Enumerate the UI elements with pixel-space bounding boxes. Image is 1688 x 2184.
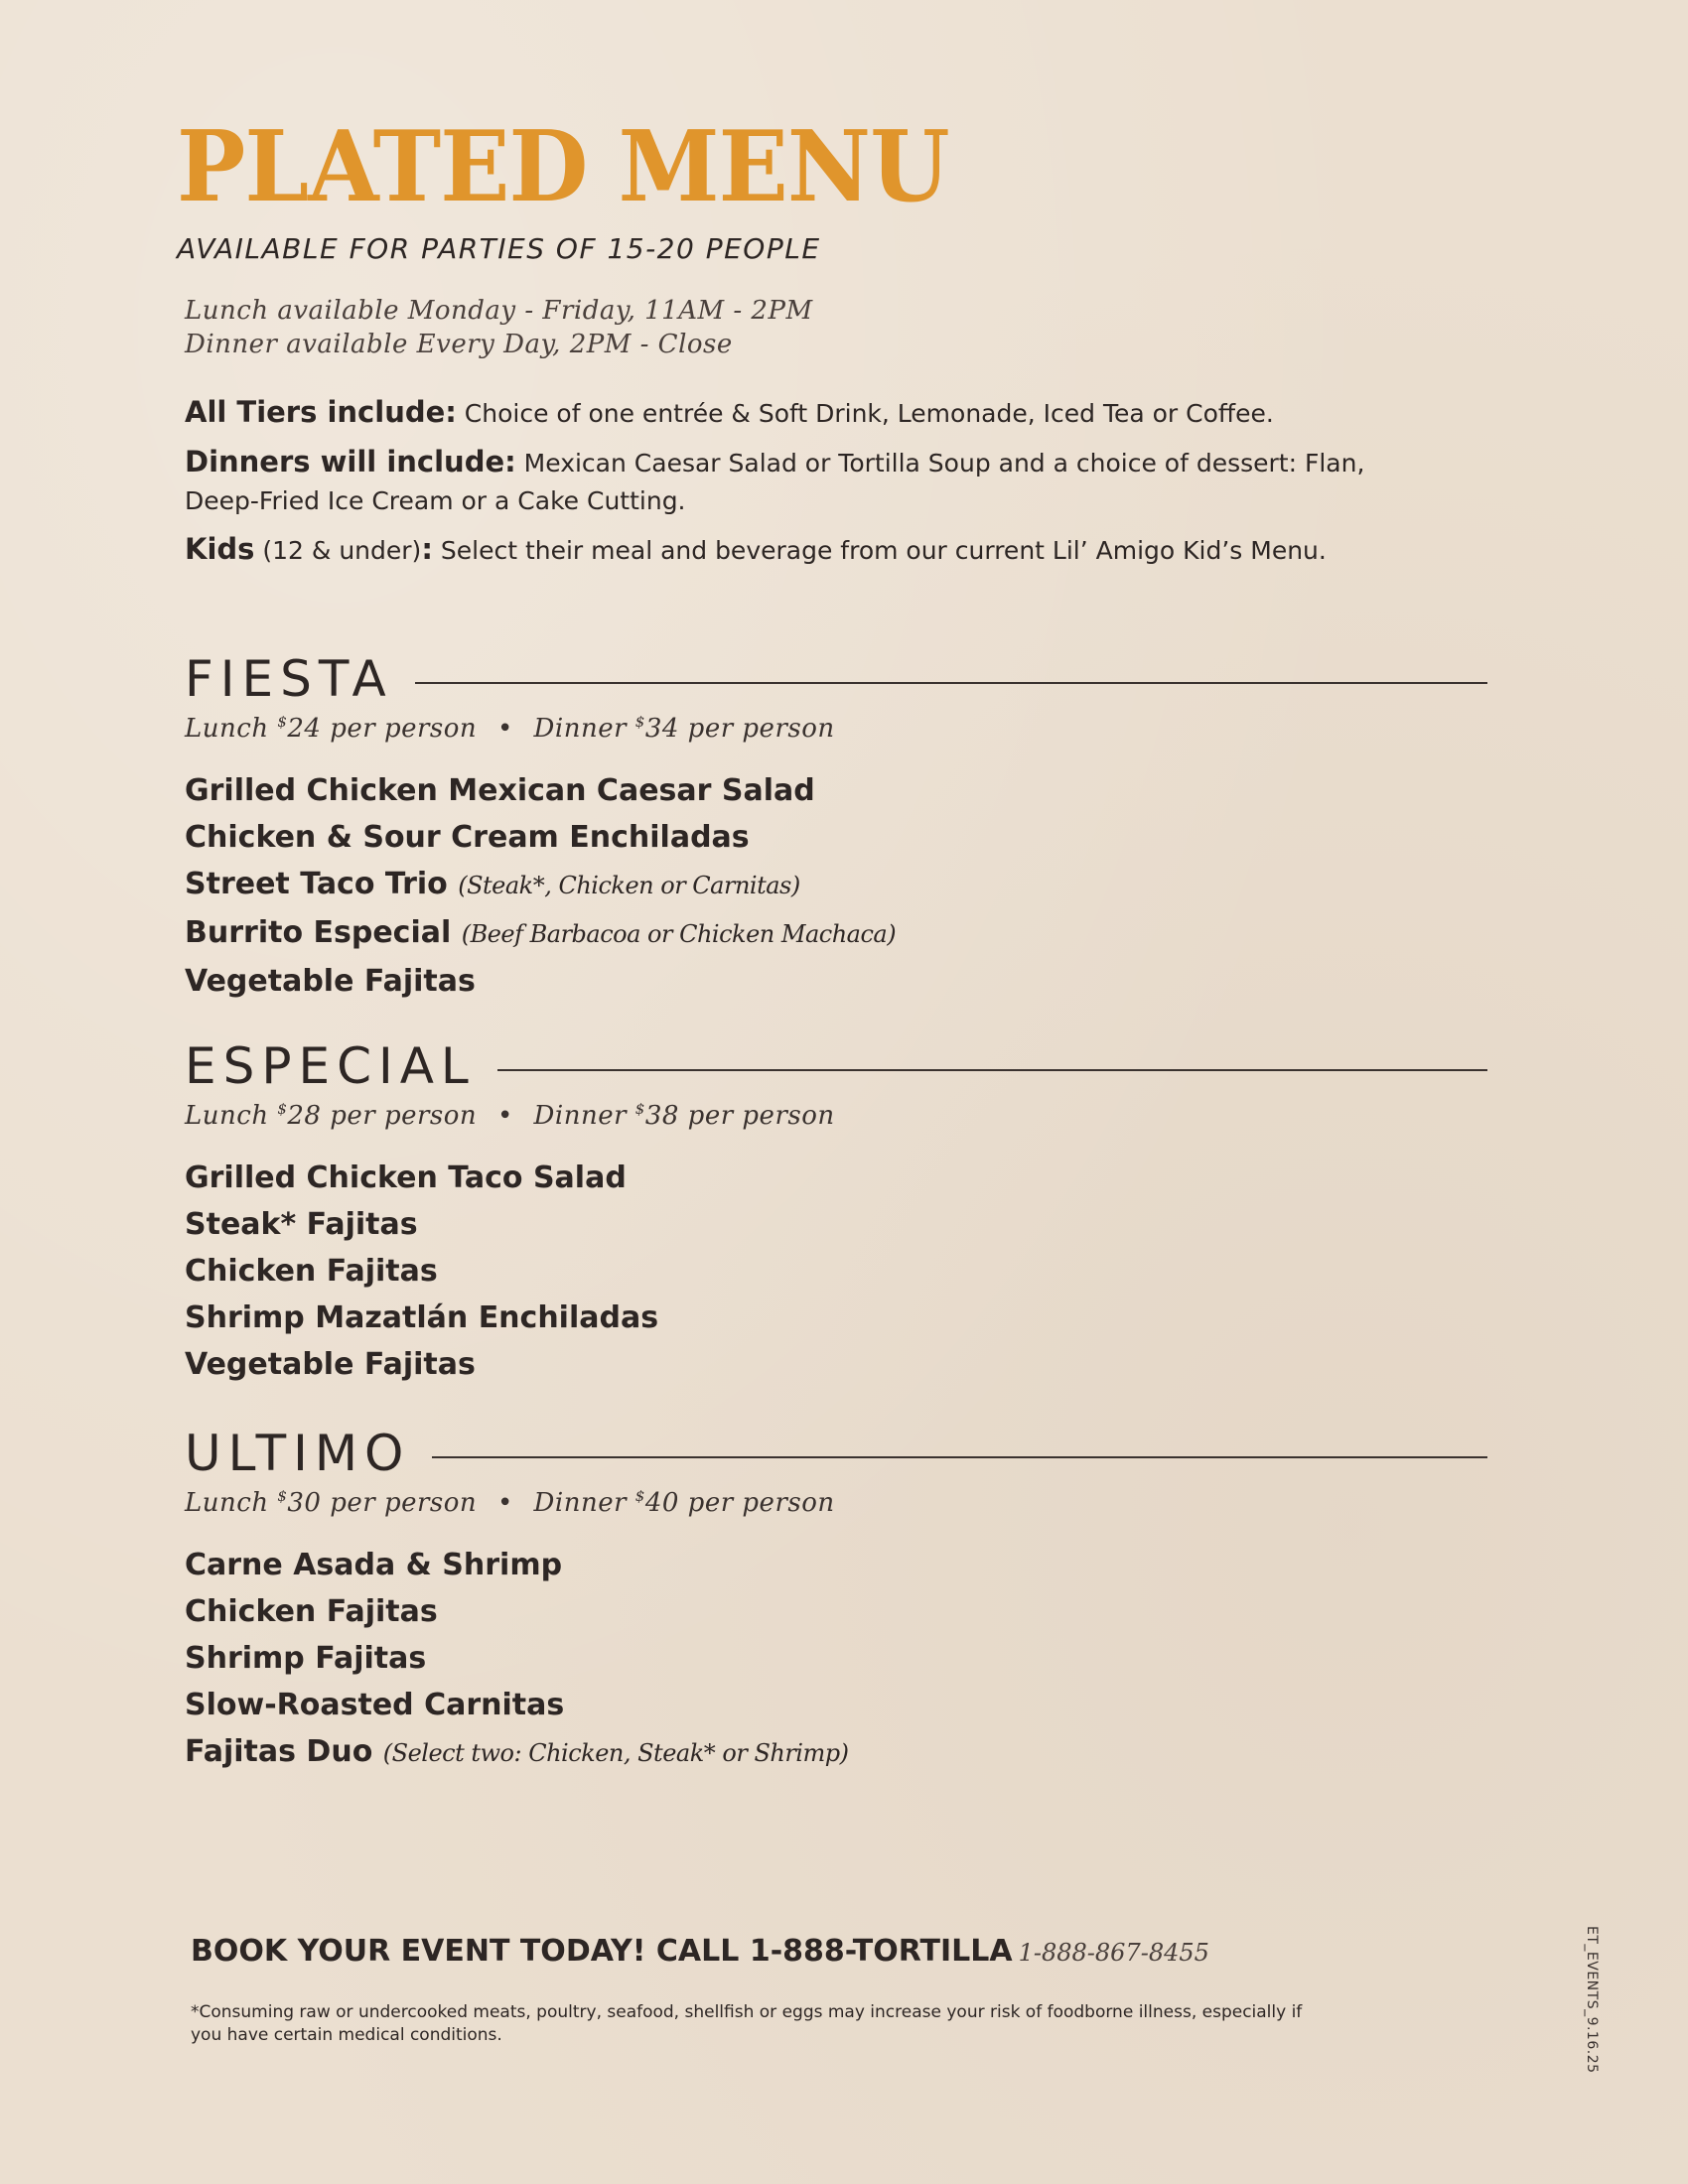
menu-item	[185, 1728, 1487, 1777]
section-divider	[497, 1069, 1487, 1071]
currency-symbol: $	[277, 1487, 288, 1505]
menu-item-name: Shrimp Mazatlán Enchiladas	[185, 1300, 659, 1335]
price-separator: •	[496, 1488, 513, 1518]
dinner-price: 40	[644, 1488, 679, 1518]
currency-symbol: $	[277, 1100, 288, 1118]
lunch-label: Lunch	[185, 714, 278, 744]
package-info	[185, 393, 1376, 580]
menu-item	[185, 1635, 1487, 1682]
section-especial	[185, 1038, 1487, 1388]
menu-item	[185, 1248, 1487, 1295]
section-fiesta	[185, 651, 1487, 1005]
food-safety-disclaimer: *Consuming raw or undercooked meats, poultry, seafood, shellfish or eggs may increase your risk of foodborne illness, especially if you have certain medical conditions.	[191, 2002, 1303, 2045]
section-ultimo	[185, 1426, 1487, 1777]
menu-item-name: Vegetable Fajitas	[185, 1347, 476, 1382]
menu-item-name: Chicken Fajitas	[185, 1254, 438, 1289]
dinner-price: 34	[644, 714, 679, 744]
info-dinners	[185, 443, 1376, 520]
menu-item	[185, 1295, 1487, 1341]
info-dinners-text: Mexican Caesar Salad or Tortilla Soup and a choice of dessert: Flan, Deep-Fried Ice Cream or a Cake Cutting.	[185, 449, 1365, 515]
currency-symbol: $	[634, 1487, 645, 1505]
menu-item-name: Slow-Roasted Carnitas	[185, 1688, 565, 1722]
section-pricing	[185, 1100, 1487, 1131]
menu-item	[185, 958, 1487, 1005]
lunch-suffix: per person	[321, 1488, 478, 1518]
booking-call-to-action	[191, 1934, 1209, 1969]
menu-items	[185, 1155, 1487, 1388]
dinner-price: 38	[644, 1101, 679, 1131]
menu-item-note: (Beef Barbacoa or Chicken Machaca)	[461, 920, 897, 948]
section-pricing	[185, 1487, 1487, 1518]
menu-item-name: Vegetable Fajitas	[185, 964, 476, 999]
page-subtitle: AVAILABLE FOR PARTIES OF 15-20 PEOPLE	[177, 232, 821, 265]
info-tiers-label: All Tiers include:	[185, 395, 457, 429]
menu-item	[185, 1201, 1487, 1248]
info-kids-age: (12 & under)	[254, 536, 422, 565]
menu-item-name: Carne Asada & Shrimp	[185, 1548, 563, 1582]
lunch-price: 30	[287, 1488, 322, 1518]
menu-item-name: Burrito Especial	[185, 915, 452, 950]
currency-symbol: $	[634, 713, 645, 731]
section-header	[185, 1426, 1487, 1481]
section-title: FIESTA	[185, 650, 393, 708]
lunch-hours: Lunch available Monday - Friday, 11AM - 2PM	[185, 296, 813, 326]
phone-number: 1-888-867-8455	[1018, 1939, 1209, 1967]
document-code: ET_EVENTS_9.16.25	[1584, 1926, 1600, 2074]
dinner-label: Dinner	[533, 714, 635, 744]
menu-item-name: Fajitas Duo	[185, 1734, 373, 1769]
section-header	[185, 651, 1487, 707]
lunch-price: 28	[287, 1101, 322, 1131]
menu-item-name: Chicken & Sour Cream Enchiladas	[185, 820, 750, 855]
lunch-price: 24	[287, 714, 322, 744]
menu-item-note: (Select two: Chicken, Steak* or Shrimp)	[382, 1739, 849, 1767]
dinner-label: Dinner	[533, 1101, 635, 1131]
page-title: PLATED MENU	[177, 110, 949, 224]
info-tiers-text: Choice of one entrée & Soft Drink, Lemonade, Iced Tea or Coffee.	[456, 399, 1274, 428]
info-kids-label: Kids	[185, 532, 255, 566]
menu-item	[185, 814, 1487, 861]
menu-item-name: Grilled Chicken Taco Salad	[185, 1160, 627, 1195]
info-kids	[185, 530, 1376, 570]
section-title: ESPECIAL	[185, 1037, 476, 1095]
price-separator: •	[496, 714, 513, 744]
menu-item	[185, 1588, 1487, 1635]
menu-item-name: Chicken Fajitas	[185, 1594, 438, 1629]
info-dinners-label: Dinners will include:	[185, 445, 516, 478]
dinner-label: Dinner	[533, 1488, 635, 1518]
section-divider	[432, 1456, 1487, 1458]
dinner-suffix: per person	[678, 714, 835, 744]
lunch-suffix: per person	[321, 714, 478, 744]
dinner-suffix: per person	[678, 1101, 835, 1131]
section-pricing	[185, 713, 1487, 744]
menu-items	[185, 1542, 1487, 1777]
lunch-label: Lunch	[185, 1101, 278, 1131]
menu-item-note: (Steak*, Chicken or Carnitas)	[458, 872, 800, 899]
menu-item	[185, 1155, 1487, 1201]
dinner-hours: Dinner available Every Day, 2PM - Close	[185, 330, 733, 359]
info-kids-text: Select their meal and beverage from our current Lil’ Amigo Kid’s Menu.	[432, 536, 1327, 565]
section-divider	[415, 682, 1487, 684]
menu-item	[185, 767, 1487, 814]
booking-text: BOOK YOUR EVENT TODAY! CALL 1-888-TORTILLA	[191, 1934, 1013, 1969]
currency-symbol: $	[634, 1100, 645, 1118]
currency-symbol: $	[277, 713, 288, 731]
lunch-label: Lunch	[185, 1488, 278, 1518]
info-tiers	[185, 393, 1376, 433]
availability-hours	[185, 294, 813, 361]
menu-item	[185, 1542, 1487, 1588]
menu-item-name: Shrimp Fajitas	[185, 1641, 427, 1676]
menu-item-name: Grilled Chicken Mexican Caesar Salad	[185, 773, 815, 808]
menu-item	[185, 909, 1487, 958]
menu-item-name: Steak* Fajitas	[185, 1207, 418, 1242]
dinner-suffix: per person	[678, 1488, 835, 1518]
price-separator: •	[496, 1101, 513, 1131]
menu-item-name: Street Taco Trio	[185, 867, 448, 901]
menu-items	[185, 767, 1487, 1005]
info-kids-colon: :	[421, 532, 433, 566]
lunch-suffix: per person	[321, 1101, 478, 1131]
section-header	[185, 1038, 1487, 1094]
menu-item	[185, 1682, 1487, 1728]
section-title: ULTIMO	[185, 1425, 411, 1482]
menu-item	[185, 861, 1487, 909]
menu-item	[185, 1341, 1487, 1388]
